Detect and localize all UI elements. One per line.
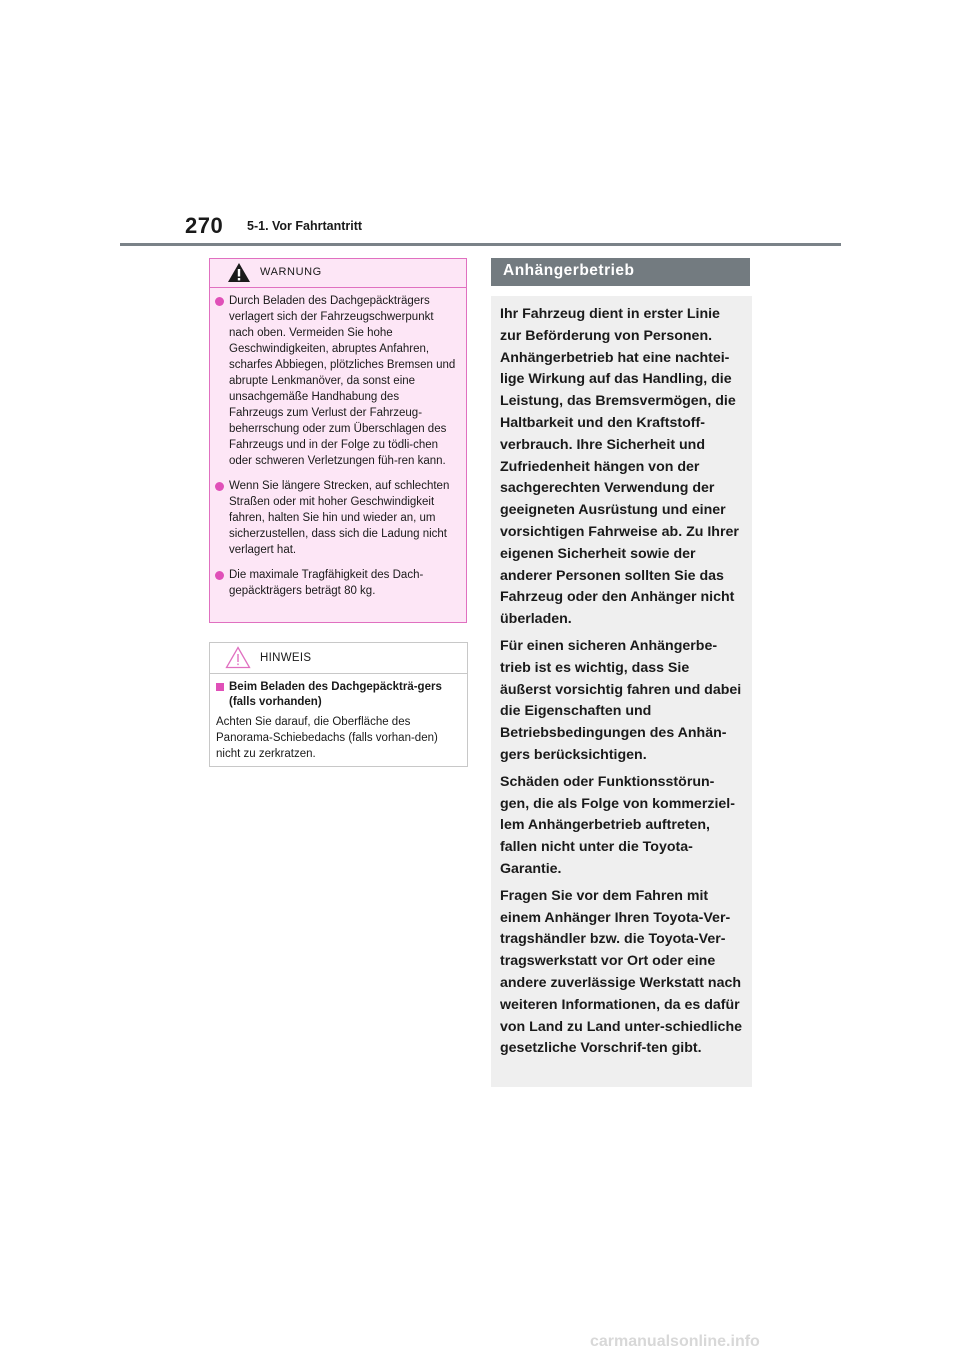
note-title: HINWEIS — [260, 652, 312, 664]
warning-triangle-icon — [227, 262, 251, 283]
footer-watermark: carmanualsonline.info — [590, 1333, 760, 1350]
topic-header — [491, 258, 750, 286]
bullet-icon — [215, 571, 224, 580]
topic-paragraph: Für einen sicheren Anhängerbe-trieb ist es wichtig, dass Sie äußerst vorsichtig fahren und dabei die Eigenschaften und Betriebsbedingungen des Anhän-gers berücksichtigen. — [500, 637, 742, 763]
note-header — [210, 643, 467, 674]
warning-item — [215, 567, 456, 599]
warning-box — [209, 258, 467, 623]
warning-item-text: Wenn Sie längere Strecken, auf schlechten Straßen oder mit hoher Geschwindigkeit fahren, halten Sie hin und wieder an, um sicherzustellen, dass sich die Ladung nicht verlagert hat. — [229, 480, 450, 556]
bullet-icon — [215, 297, 224, 306]
bullet-icon — [215, 482, 224, 491]
section-title: 5-1. Vor Fahrtantritt — [247, 219, 363, 233]
warning-item — [215, 293, 456, 469]
notice-triangle-icon — [225, 646, 251, 669]
topic-paragraph: Schäden oder Funktionsstörun-gen, die als Folge von kommerziel-lem Anhängerbetrieb auftreten, fallen nicht unter die Toyota-Garantie. — [500, 773, 735, 877]
note-subtitle-text: Beim Beladen des Dachgepäckträ-gers (falls vorhanden) — [229, 681, 442, 708]
square-bullet-icon — [216, 683, 224, 691]
topic-paragraph: Ihr Fahrzeug dient in erster Linie zur Beförderung von Personen. Anhängerbetrieb hat eine nachtei-lige Wirkung auf das Handling, die Leistung, das Bremsvermögen, die Haltbarkeit und den Kraftstoff-verbrauch. Ihre Sicherheit und Zufriedenheit hängen von der sachgerechten Verwendung der geeigneten Ausrüstung und einer vorsichtigen Fahrweise ab. Zu Ihrer eigenen Sicherheit sowie der anderer Personen sollten Sie das Fahrzeug oder den Anhänger nicht überladen. — [500, 306, 739, 628]
note-subtitle — [210, 674, 467, 710]
note-box — [209, 642, 468, 767]
page-number: 270 — [185, 213, 224, 238]
topic-body — [491, 296, 752, 1087]
topic-paragraph: Fragen Sie vor dem Fahren mit einem Anhänger Ihren Toyota-Ver-tragshändler bzw. die Toyota-Ver-tragswerkstatt vor Ort oder eine andere zuverlässige Werkstatt nach weiteren Informationen, da es dafür von Land zu Land unter-schiedliche gesetzliche Vorschrif-ten gibt. — [500, 887, 742, 1057]
header-divider — [120, 243, 841, 246]
warning-list — [210, 288, 466, 599]
note-text: Achten Sie darauf, die Oberfläche des Panorama-Schiebedachs (falls vorhan-den) nicht zu zerkratzen. — [216, 716, 438, 760]
warning-item — [215, 478, 456, 558]
warning-header — [210, 259, 466, 288]
warning-item-text: Die maximale Tragfähigkeit des Dach-gepäckträgers beträgt 80 kg. — [229, 569, 424, 597]
topic-title: Anhängerbetrieb — [503, 262, 635, 279]
warning-title: WARNUNG — [260, 266, 322, 278]
warning-item-text: Durch Beladen des Dachgepäckträgers verlagert sich der Fahrzeugschwerpunkt nach oben. Vermeiden Sie hohe Geschwindigkeiten, abruptes Anfahren, scharfes Abbiegen, plötzliches Bremsen und abrupte Lenkmanöver, da sonst eine unsachgemäße Handhabung des Fahrzeugs zum Verlust der Fahrzeug-beherrschung oder zum Überschlagen des Fahrzeugs und in der Folge zu tödli-chen oder schweren Verletzungen füh-ren kann. — [229, 295, 456, 467]
